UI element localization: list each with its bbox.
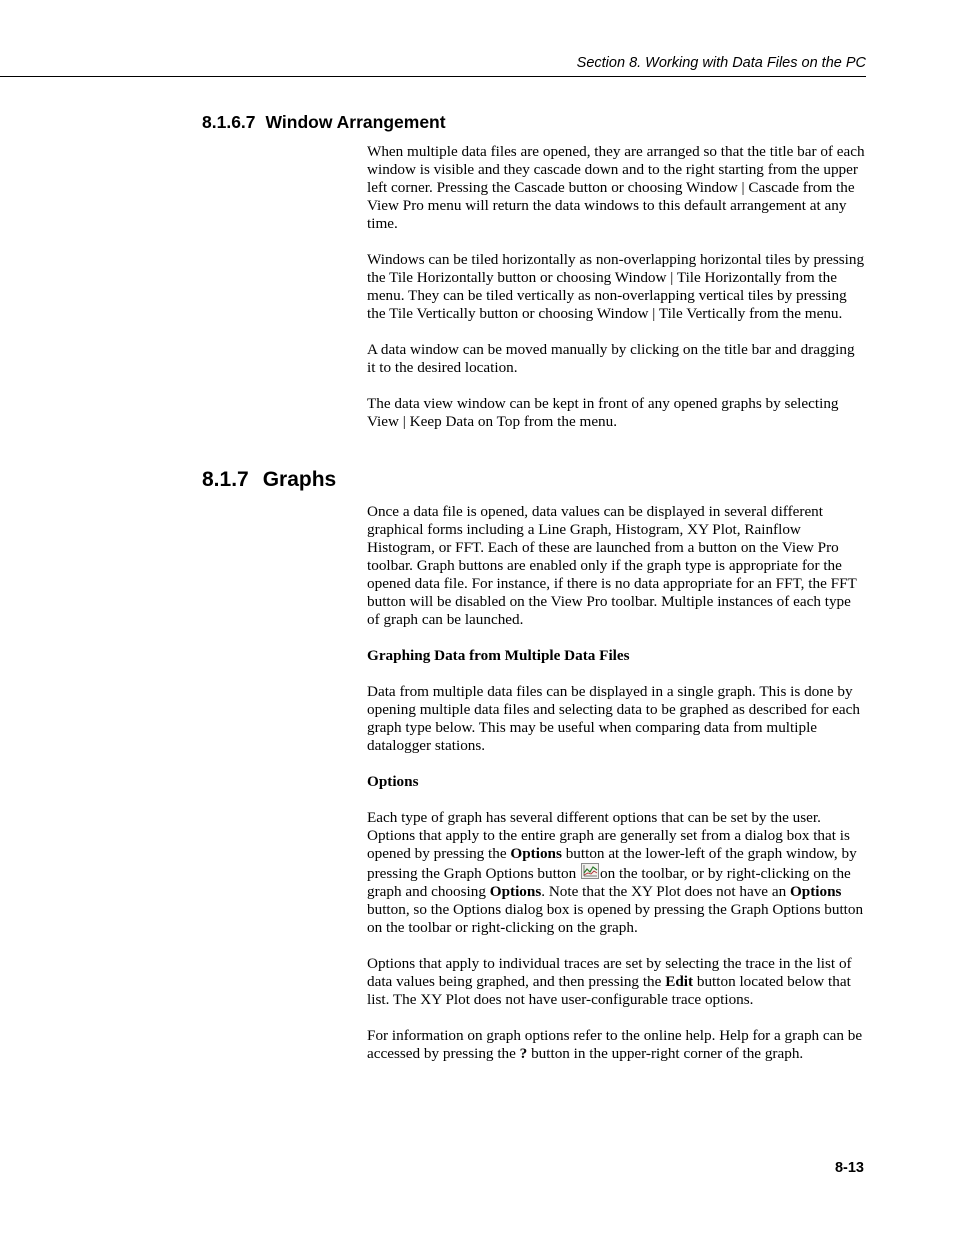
paragraph-options-2 [367, 955, 866, 1009]
heading-title: Graphs [262, 468, 337, 491]
text-run: For information on graph options refer to the online help. Help for a graph can be accessed by pressing the [367, 1027, 863, 1062]
heading-number: 8.1.7 [202, 468, 249, 491]
paragraph: A data window can be moved manually by clicking on the title bar and dragging it to the desired location. [367, 341, 855, 376]
heading-title: Window Arrangement [265, 112, 446, 132]
page-number: 8-13 [834, 1160, 864, 1176]
graphs-body [367, 503, 866, 1081]
running-header: Section 8. Working with Data Files on the PC [576, 55, 866, 71]
subheading-multiple-files: Graphing Data from Multiple Data Files [367, 647, 630, 664]
subheading-options: Options [367, 773, 419, 790]
graph-options-icon [581, 863, 599, 879]
text-run: button at the lower-left of the graph window, by pressing the Graph Options button [367, 845, 857, 882]
bold-term: Options [789, 883, 842, 900]
bold-term: Edit [665, 973, 694, 990]
text-run: . Note that the XY Plot does not have an [541, 883, 790, 900]
bold-term: Options [489, 883, 542, 900]
text-run: button in the upper-right corner of the graph. [527, 1045, 804, 1062]
paragraph: Data from multiple data files can be displayed in a single graph. This is done by opening multiple data files and selecting data to be graphed as described for each graph type below. This may be useful when comparing data from multiple datalogger stations. [367, 683, 860, 754]
paragraph: When multiple data files are opened, they are arranged so that the title bar of each window is visible and they cascade down and to the right starting from the upper left corner. Pressing the Cascade button or choosing Window | Cascade from the View Pro menu will return the data windows to this default arrangement at any time. [367, 143, 865, 232]
heading-number: 8.1.6.7 [202, 112, 256, 132]
paragraph: Windows can be tiled horizontally as non-overlapping horizontal tiles by pressing the Tile Horizontally button or choosing Window | Tile Horizontally from the menu. They can be tiled vertically as non-overlapping vertical tiles by pressing the Tile Vertically button or choosing Window | Tile Vertically from the menu. [367, 251, 865, 322]
text-run: on the toolbar, or by right-clicking on the graph and choosing [367, 865, 851, 900]
window-arrangement-body [367, 143, 866, 449]
text-run: Each type of graph has several different options that can be set by the user. Options that apply to the entire graph are generally set from a dialog box that is opened by pressing the [367, 809, 850, 862]
paragraph: Once a data file is opened, data values can be displayed in several different graphical forms including a Line Graph, Histogram, XY Plot, Rainflow Histogram, or FFT. Each of these are launched from a button on the View Pro toolbar. Graph buttons are enabled only if the graph type is appropriate for the opened data file. For instance, if there is no data appropriate for an FFT, the FFT button will be disabled on the View Pro toolbar. Multiple instances of each type of graph can be launched. [367, 503, 857, 628]
paragraph: The data view window can be kept in front of any opened graphs by selecting View | Keep Data on Top from the menu. [367, 395, 839, 430]
bold-term: ? [519, 1045, 528, 1062]
paragraph-options-1 [367, 809, 866, 937]
heading-graphs [202, 468, 336, 492]
text-run: Options that apply to individual traces are set by selecting the trace in the list of data values being graphed, and then pressing the [367, 955, 852, 990]
bold-term: Options [510, 845, 562, 862]
paragraph-options-3 [367, 1027, 866, 1063]
text-run: button located below that list. The XY Plot does not have user-configurable trace options. [367, 973, 851, 1008]
header-rule [0, 76, 866, 77]
heading-window-arrangement [202, 112, 446, 133]
text-run: button, so the Options dialog box is opened by pressing the Graph Options button on the toolbar or right-clicking on the graph. [367, 901, 864, 936]
